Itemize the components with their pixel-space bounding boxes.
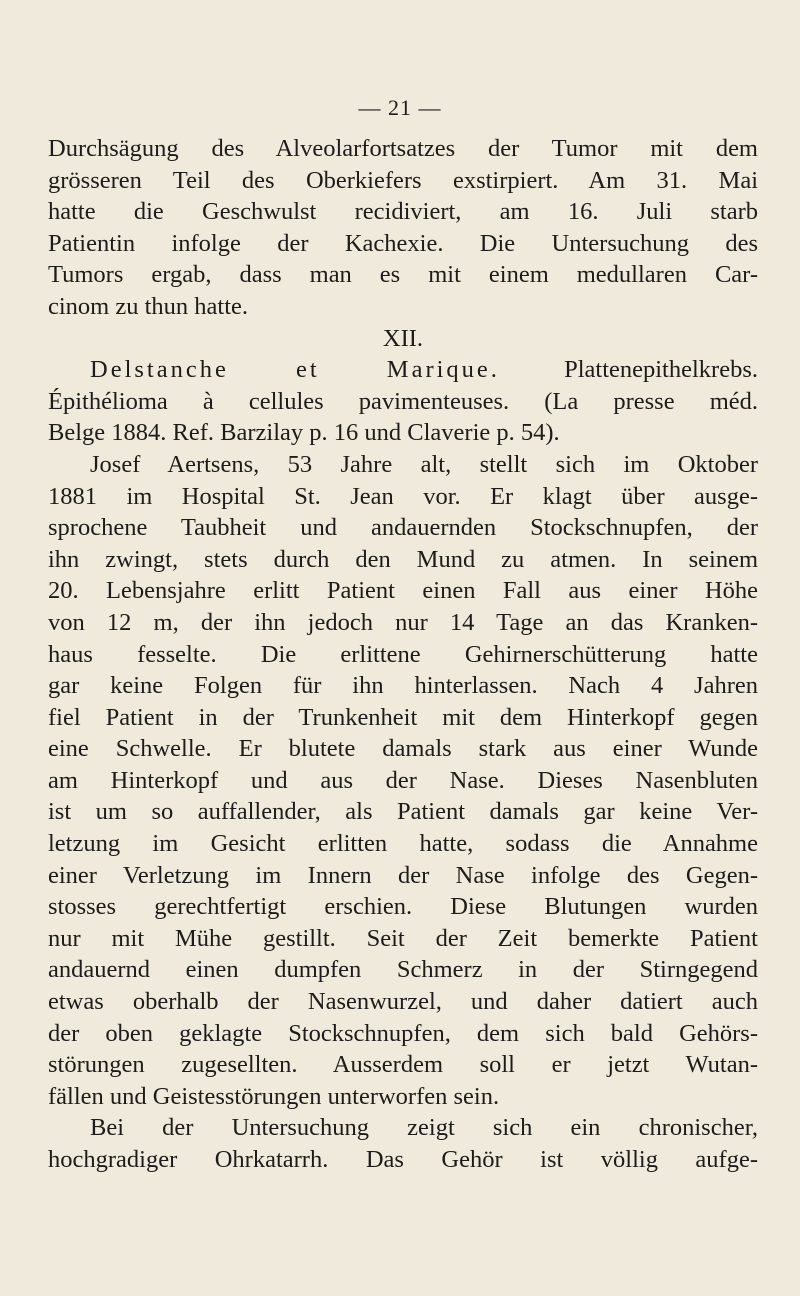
case-authors: Delstanche et Marique. — [90, 356, 500, 384]
case-heading-line — [48, 354, 758, 386]
text-line: 20. Lebensjahre erlitt Patient einen Fall aus einer Höhe — [48, 577, 758, 605]
text-line: haus fesselte. Die erlittene Gehirnerschütterung hatte — [48, 640, 758, 668]
text-line: ihn zwingt, stets durch den Mund zu atmen. In seinem — [48, 545, 758, 573]
text-line: von 12 m, der ihn jedoch nur 14 Tage an das Kranken- — [48, 608, 758, 636]
text-line: grösseren Teil des Oberkiefers exstirpiert. Am 31. Mai — [48, 166, 758, 194]
page-number: — 21 — — [358, 95, 442, 120]
text-line: störungen zugesellten. Ausserdem soll er jetzt Wutan- — [48, 1051, 758, 1079]
text-line: letzung im Gesicht erlitten hatte, sodass die Annahme — [48, 830, 758, 858]
section-heading: XII. — [382, 324, 424, 352]
text-line: Belge 1884. Ref. Barzilay p. 16 und Claverie p. 54). — [48, 419, 560, 447]
text-line: nur mit Mühe gestillt. Seit der Zeit bemerkte Patient — [48, 924, 758, 952]
text-line: etwas oberhalb der Nasenwurzel, und daher datiert auch — [48, 988, 758, 1016]
text-line: fiel Patient in der Trunkenheit mit dem Hinterkopf gegen — [48, 703, 758, 731]
text-line: Tumors ergab, dass man es mit einem medullaren Car- — [48, 261, 758, 289]
text-line: 1881 im Hospital St. Jean vor. Er klagt über ausge- — [48, 482, 758, 510]
body-text — [48, 133, 758, 1176]
text-line: einer Verletzung im Innern der Nase infolge des Gegen- — [48, 861, 758, 889]
text-line: cinom zu thun hatte. — [48, 292, 249, 320]
text-line: Épithélioma à cellules pavimenteuses. (La presse méd. — [48, 387, 758, 415]
text-line: eine Schwelle. Er blutete damals stark aus einer Wunde — [48, 735, 758, 763]
text-line: stosses gerechtfertigt erschien. Diese Blutungen wurden — [48, 893, 758, 921]
text-line: Bei der Untersuchung zeigt sich ein chronischer, — [90, 1114, 758, 1142]
text-line: hatte die Geschwulst recidiviert, am 16. Juli starb — [48, 198, 758, 226]
text-line: hochgradiger Ohrkatarrh. Das Gehör ist völlig aufge- — [48, 1146, 758, 1173]
text-line: Patientin infolge der Kachexie. Die Untersuchung des — [48, 229, 758, 257]
case-title: Plattenepithelkrebs. — [564, 356, 758, 384]
text-line: sprochene Taubheit und andauernden Stockschnupfen, der — [48, 514, 758, 542]
text-line: Durchsägung des Alveolarfortsatzes der Tumor mit dem — [48, 135, 758, 162]
text-line: der oben geklagte Stockschnupfen, dem sich bald Gehörs- — [48, 1019, 758, 1047]
text-line: gar keine Folgen für ihn hinterlassen. Nach 4 Jahren — [48, 672, 758, 700]
text-line: Josef Aertsens, 53 Jahre alt, stellt sich im Oktober — [90, 450, 758, 478]
text-line: fällen und Geistesstörungen unterworfen sein. — [48, 1082, 500, 1110]
text-line: ist um so auffallender, als Patient damals gar keine Ver- — [48, 798, 758, 826]
text-line: am Hinterkopf und aus der Nase. Dieses Nasenbluten — [48, 766, 758, 794]
text-line: andauernd einen dumpfen Schmerz in der Stirngegend — [48, 956, 758, 984]
